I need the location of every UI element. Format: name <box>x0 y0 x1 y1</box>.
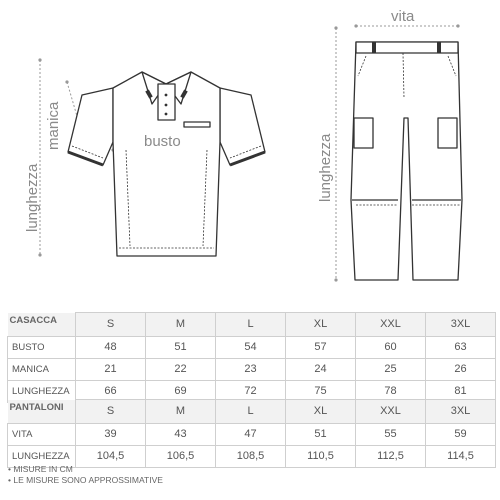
size-header: S <box>76 400 146 424</box>
table-cell: 26 <box>426 358 496 380</box>
table-cell: 106,5 <box>146 445 216 467</box>
table-cell: 114,5 <box>426 445 496 467</box>
row-label: MANICA <box>8 358 76 380</box>
label-busto: busto <box>144 133 181 150</box>
size-header: L <box>216 400 286 424</box>
table-cell: 69 <box>146 380 216 402</box>
table-cell: 22 <box>146 358 216 380</box>
table-cell: 108,5 <box>216 445 286 467</box>
table-cell: 72 <box>216 380 286 402</box>
table-cell: 55 <box>356 423 426 445</box>
table-cell: 51 <box>286 423 356 445</box>
table-cell: 75 <box>286 380 356 402</box>
table-cell: 24 <box>286 358 356 380</box>
table-row <box>8 336 496 358</box>
pantaloni-size-table <box>7 399 496 468</box>
table-cell: 21 <box>76 358 146 380</box>
size-header: XL <box>286 400 356 424</box>
table-cell: 59 <box>426 423 496 445</box>
table-cell: 78 <box>356 380 426 402</box>
size-header: 3XL <box>426 313 496 337</box>
table-cell: 81 <box>426 380 496 402</box>
label-lunghezza-pants: lunghezza <box>317 133 334 202</box>
table-cell: 47 <box>216 423 286 445</box>
label-manica: manica <box>45 101 62 150</box>
note-units: • MISURE IN CM <box>8 464 73 474</box>
row-label: LUNGHEZZA <box>8 380 76 402</box>
table-cell: 66 <box>76 380 146 402</box>
size-header: 3XL <box>426 400 496 424</box>
size-header: XL <box>286 313 356 337</box>
table-header-row <box>8 400 496 424</box>
table-cell: 110,5 <box>286 445 356 467</box>
table-cell: 112,5 <box>356 445 426 467</box>
table-row <box>8 358 496 380</box>
row-label: BUSTO <box>8 336 76 358</box>
table-cell: 54 <box>216 336 286 358</box>
table-cell: 104,5 <box>76 445 146 467</box>
table-cell: 25 <box>356 358 426 380</box>
trousers-illustration <box>351 42 462 280</box>
row-label: VITA <box>8 423 76 445</box>
table-cell: 39 <box>76 423 146 445</box>
size-header: XXL <box>356 400 426 424</box>
casacca-title: CASACCA <box>8 313 76 337</box>
table-cell: 51 <box>146 336 216 358</box>
size-header: M <box>146 400 216 424</box>
row-label: LUNGHEZZA <box>8 445 76 467</box>
size-header: XXL <box>356 313 426 337</box>
table-cell: 23 <box>216 358 286 380</box>
table-cell: 43 <box>146 423 216 445</box>
notes <box>8 464 163 486</box>
pantaloni-title: PANTALONI <box>8 400 76 424</box>
table-cell: 60 <box>356 336 426 358</box>
table-cell: 48 <box>76 336 146 358</box>
note-approximate: • LE MISURE SONO APPROSSIMATIVE <box>8 475 163 485</box>
label-vita: vita <box>391 8 415 25</box>
table-header-row <box>8 313 496 337</box>
casacca-size-table <box>7 312 496 403</box>
size-header: L <box>216 313 286 337</box>
table-row <box>8 423 496 445</box>
size-header: M <box>146 313 216 337</box>
label-lunghezza-shirt: lunghezza <box>24 163 41 232</box>
table-cell: 57 <box>286 336 356 358</box>
table-cell: 63 <box>426 336 496 358</box>
size-header: S <box>76 313 146 337</box>
